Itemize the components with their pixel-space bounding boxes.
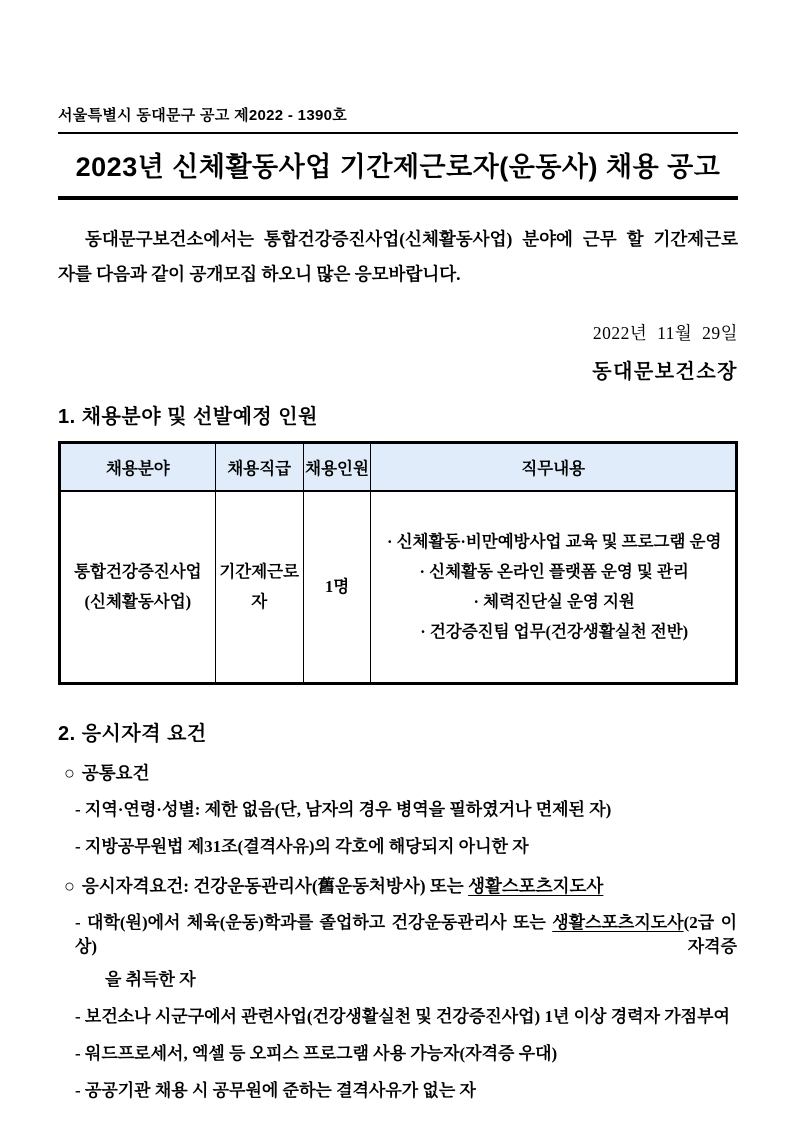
cell-duties xyxy=(371,491,737,684)
recruit-field-line2: (신체활동사업) xyxy=(84,592,192,611)
qualification-item-line1 xyxy=(75,911,737,959)
cell-recruit-grade: 기간제근로자 xyxy=(215,491,303,684)
cell-recruit-count: 1명 xyxy=(303,491,371,684)
duty-item: · 건강증진팀 업무(건강생활실천 전반) xyxy=(420,622,689,641)
table-row xyxy=(60,491,737,684)
qualification-label-prefix: 응시자격요건: 건강운동관리사(舊운동처방사) 또는 xyxy=(81,876,469,896)
circle-bullet-icon: ○ xyxy=(64,876,75,896)
common-requirements-label: 공통요건 xyxy=(81,763,150,783)
intro-paragraph xyxy=(58,222,738,292)
col-header-duties: 직무내용 xyxy=(371,443,737,492)
common-requirement-item: - 지역·연령·성별: 제한 없음(단, 남자의 경우 병역을 필하였거나 면제된 자) xyxy=(75,800,612,819)
duty-item: · 신체활동·비만예방사업 교육 및 프로그램 운영 xyxy=(386,532,722,551)
qualification-item1-underlined: 생활스포츠지도사 xyxy=(552,913,684,932)
common-requirements-heading xyxy=(64,760,738,785)
qualification-requirement-item: - 보건소나 시군구에서 관련사업(건강생활실천 및 건강증진사업) 1년 이상 경력자 가점부여 xyxy=(75,1007,730,1026)
section1-heading: 1. 채용분야 및 선발예정 인원 xyxy=(58,406,318,428)
section2-heading: 2. 응시자격 요건 xyxy=(58,723,207,745)
qualification-label-underlined: 생활스포츠지도사 xyxy=(468,876,604,896)
intro-line-2: 자를 다음과 같이 공개모집 하오니 많은 응모바랍니다. xyxy=(58,264,461,284)
qualification-item1-suffix: (2급 이상) 자격증 xyxy=(75,913,737,956)
issue-date: 2022년 11월 29일 xyxy=(592,323,738,343)
qualification-item1-prefix: - 대학(원)에서 체육(운동)학과를 졸업하고 건강운동관리사 또는 xyxy=(75,913,553,932)
cell-recruit-field xyxy=(60,491,216,684)
notice-number: 서울특별시 동대문구 공고 제2022 - 1390호 xyxy=(58,104,738,134)
circle-bullet-icon: ○ xyxy=(64,763,75,783)
duty-item: · 체력진단실 운영 지원 xyxy=(473,592,635,611)
col-header-grade: 채용직급 xyxy=(215,443,303,492)
qualification-requirements-heading xyxy=(64,873,738,898)
qualification-item-line2: 을 취득한 자 xyxy=(105,970,196,989)
intro-line-1: 동대문구보건소에서는 통합건강증진사업(신체활동사업) 분야에 근무 할 기간제근로 xyxy=(85,229,738,249)
qualification-requirement-item: - 워드프로세서, 엑셀 등 오피스 프로그램 사용 가능자(자격증 우대) xyxy=(75,1044,558,1063)
duty-item: · 신체활동 온라인 플랫폼 운영 및 관리 xyxy=(419,562,689,581)
qualification-requirement-item: - 공공기관 채용 시 공무원에 준하는 결격사유가 없는 자 xyxy=(75,1081,476,1100)
page-title: 2023년 신체활동사업 기간제근로자(운동사) 채용 공고 xyxy=(58,134,738,200)
col-header-field: 채용분야 xyxy=(60,443,216,492)
table-header-row xyxy=(60,443,737,492)
issuer-name: 동대문보건소장 xyxy=(592,361,738,383)
col-header-count: 채용인원 xyxy=(303,443,371,492)
common-requirement-item: - 지방공무원법 제31조(결격사유)의 각호에 해당되지 아니한 자 xyxy=(75,837,529,856)
recruit-field-line1: 통합건강증진사업 xyxy=(74,562,202,581)
recruitment-table xyxy=(58,441,738,685)
